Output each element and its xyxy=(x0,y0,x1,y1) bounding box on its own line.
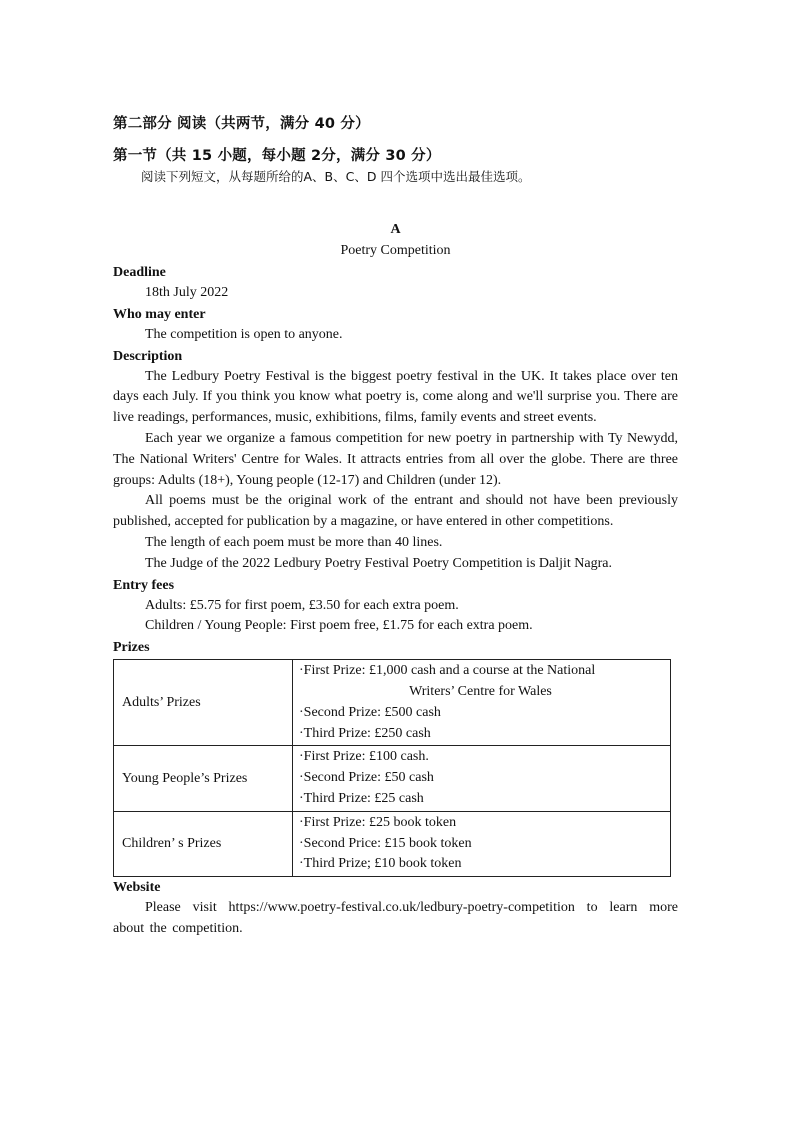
document-page xyxy=(113,114,678,940)
who-heading: Who may enter xyxy=(113,306,206,322)
prize-list-cell xyxy=(293,746,671,811)
deadline-heading: Deadline xyxy=(113,265,166,280)
passage-letter: A xyxy=(390,222,401,237)
description-paragraph: The Ledbury Poetry Festival is the biggest poetry festival in the UK. It takes place over ten days each July. If you think you know what poetry is, come along and we'll surprise you. There are live readings, performances, music, exhibitions, films, family events and street events. xyxy=(113,368,678,426)
description-heading: Description xyxy=(113,348,183,364)
prize-group-cell: Young People’s Prizes xyxy=(114,746,293,811)
prize-line: ·Third Prize: £250 cash xyxy=(299,725,431,741)
table-row xyxy=(114,746,671,811)
prize-group-cell: Children’ s Prizes xyxy=(114,811,293,876)
prize-line: ·Second Prize: £50 cash xyxy=(299,770,434,786)
website-heading: Website xyxy=(113,880,161,896)
prize-line: ·First Prize: £25 book token xyxy=(299,814,457,830)
prize-line: ·Third Prize; £10 book token xyxy=(299,856,462,872)
table-row xyxy=(114,811,671,876)
part-title: 第二部分 阅读（共两节，满分 40 分） xyxy=(113,116,370,132)
fee-line: Children / Young People: First poem free, £1.75 for each extra poem. xyxy=(145,618,533,634)
description-paragraph: The length of each poem must be more than 40 lines. xyxy=(145,534,443,550)
deadline-value: 18th July 2022 xyxy=(145,285,229,300)
instruction-text: 阅读下列短文，从每题所给的A、B、C、D 四个选项中选出最佳选项。 xyxy=(141,169,531,184)
prize-line: ·First Prize: £100 cash. xyxy=(299,749,429,765)
table-row xyxy=(114,660,671,746)
passage-title: Poetry Competition xyxy=(340,243,451,258)
prize-list-cell xyxy=(293,660,671,746)
prize-list-cell xyxy=(293,811,671,876)
description-paragraph: Each year we organize a famous competition for new poetry in partnership with Ty Newydd, The National Writers' Centre for Wales. It attracts entries from all over the globe. There are three groups: Adults (18+), Young people (12-17) and Children (under 12). xyxy=(113,430,678,488)
prize-line: ·Second Prize: £500 cash xyxy=(299,704,441,720)
description-paragraph: The Judge of the 2022 Ledbury Poetry Festival Poetry Competition is Daljit Nagra. xyxy=(145,555,612,571)
website-text: Please visit https://www.poetry-festival.co.uk/ledbury-poetry-competition to learn more about the competition. xyxy=(113,900,678,936)
prizes-table xyxy=(113,659,671,877)
prize-line: ·First Prize: £1,000 cash and a course at the National xyxy=(299,663,596,679)
prize-group-cell: Adults’ Prizes xyxy=(114,660,293,746)
who-value: The competition is open to anyone. xyxy=(145,326,343,342)
prizes-heading: Prizes xyxy=(113,640,150,656)
fees-heading: Entry fees xyxy=(113,577,175,593)
fee-line: Adults: £5.75 for first poem, £3.50 for each extra poem. xyxy=(145,597,459,613)
prize-line: ·Third Prize: £25 cash xyxy=(299,790,424,806)
prize-line: Writers’ Centre for Wales xyxy=(409,683,552,699)
description-paragraph: All poems must be the original work of the entrant and should not have been previously published, accepted for publication by a magazine, or have entered in other competitions. xyxy=(113,493,678,530)
section-title: 第一节（共 15 小题，每小题 2分，满分 30 分） xyxy=(113,148,441,164)
prize-line: ·Second Price: £15 book token xyxy=(299,835,472,851)
